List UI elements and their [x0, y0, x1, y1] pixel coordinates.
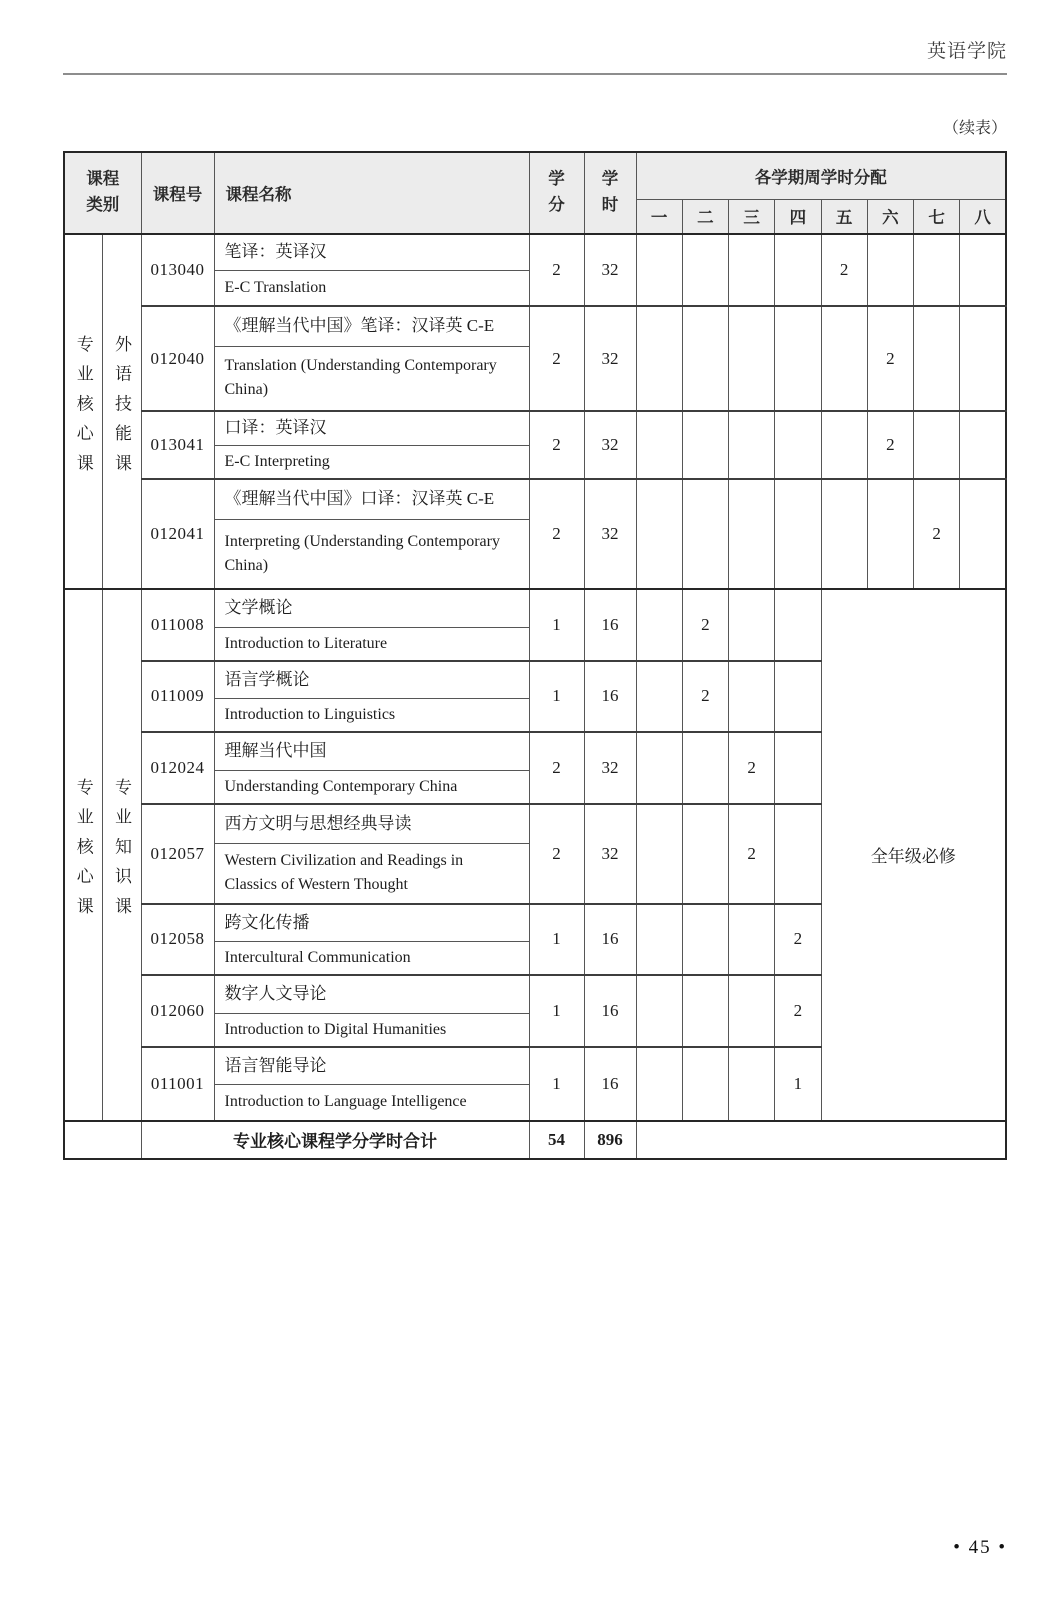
header-semester-2: 二: [682, 199, 728, 234]
header-course-category: 课程类别: [64, 152, 141, 234]
header-course-name: 课程名称: [214, 152, 529, 234]
table-row: [64, 479, 1006, 519]
course-no: 013041: [141, 411, 214, 479]
sem-cell-2: [682, 804, 728, 904]
header-semester-3: 三: [729, 199, 775, 234]
document-header-college: 英语学院: [926, 41, 1007, 62]
course-no: 012058: [141, 904, 214, 976]
course-hours: 16: [584, 975, 636, 1047]
sem-cell-1: [636, 732, 682, 804]
course-credits: 2: [529, 732, 584, 804]
sem-cell-1: [636, 804, 682, 904]
sem-cell-2: [682, 1047, 728, 1121]
header-rule: [63, 73, 1007, 75]
sem-cell-3: [729, 479, 775, 589]
course-no: 012040: [141, 306, 214, 411]
sem-cell-2: [682, 234, 728, 306]
course-name-zh: 西方文明与思想经典导读: [214, 804, 529, 844]
header-semester-1: 一: [636, 199, 682, 234]
category-sub-label: 外语技能课: [112, 334, 131, 484]
sem-cell-1: [636, 589, 682, 661]
sem-cell-8: [960, 306, 1006, 411]
total-credits: 54: [529, 1121, 584, 1159]
course-hours: 32: [584, 234, 636, 306]
course-name-en: Introduction to Literature: [214, 627, 529, 661]
header-semester-4: 四: [775, 199, 821, 234]
course-credits: 2: [529, 234, 584, 306]
header-hours: 学时: [584, 152, 636, 234]
sem-cell-4: [775, 479, 821, 589]
sem-cell-2: 2: [682, 661, 728, 733]
course-no: 013040: [141, 234, 214, 306]
table-row: [64, 411, 1006, 445]
course-hours: 32: [584, 411, 636, 479]
sem-cell-4: 2: [775, 975, 821, 1047]
sem-cell-1: [636, 411, 682, 479]
sem-cell-7: [914, 234, 960, 306]
sem-cell-8: [960, 479, 1006, 589]
sem-cell-5: [821, 479, 867, 589]
sem-cell-6: [867, 234, 913, 306]
table-row: [64, 306, 1006, 346]
sem-cell-4: [775, 732, 821, 804]
sem-cell-4: [775, 411, 821, 479]
course-no: 011008: [141, 589, 214, 661]
header-course-no: 课程号: [141, 152, 214, 234]
sem-cell-4: [775, 804, 821, 904]
sem-cell-4: 2: [775, 904, 821, 976]
course-name-en: Intercultural Communication: [214, 942, 529, 976]
sem-cell-1: [636, 306, 682, 411]
course-credits: 2: [529, 306, 584, 411]
sem-cell-1: [636, 975, 682, 1047]
sem-cell-7: 2: [914, 479, 960, 589]
course-no: 012024: [141, 732, 214, 804]
course-name-en: Introduction to Digital Humanities: [214, 1013, 529, 1047]
course-no: 012060: [141, 975, 214, 1047]
course-hours: 16: [584, 904, 636, 976]
sem-cell-3: [729, 234, 775, 306]
sem-cell-1: [636, 904, 682, 976]
curriculum-table: [63, 151, 1007, 1160]
course-name-zh: 《理解当代中国》口译：汉译英 C-E: [214, 479, 529, 519]
sem-cell-2: [682, 975, 728, 1047]
course-credits: 1: [529, 589, 584, 661]
sem-cell-6: 2: [867, 411, 913, 479]
sem-cell-4: [775, 234, 821, 306]
sem-cell-4: [775, 589, 821, 661]
sem-cell-2: 2: [682, 589, 728, 661]
course-credits: 1: [529, 1047, 584, 1121]
course-credits: 2: [529, 479, 584, 589]
category-sub-cell: [102, 234, 141, 589]
sem-cell-3: [729, 1047, 775, 1121]
course-hours: 32: [584, 732, 636, 804]
course-hours: 32: [584, 804, 636, 904]
category-sub-label: 专业知识课: [112, 777, 131, 927]
sem-cell-1: [636, 1047, 682, 1121]
sem-cell-3: [729, 975, 775, 1047]
sem-cell-3: 2: [729, 804, 775, 904]
sem-cell-3: [729, 306, 775, 411]
table-row: [64, 234, 1006, 270]
course-hours: 16: [584, 589, 636, 661]
sem-cell-3: [729, 661, 775, 733]
course-name-zh: 理解当代中国: [214, 732, 529, 770]
course-name-zh: 口译：英译汉: [214, 411, 529, 445]
page-content: [63, 0, 1007, 1160]
sem-cell-1: [636, 234, 682, 306]
table-row: [64, 589, 1006, 627]
course-name-zh: 文学概论: [214, 589, 529, 627]
course-name-zh: 《理解当代中国》笔译：汉译英 C-E: [214, 306, 529, 346]
sem-cell-1: [636, 661, 682, 733]
header-semester-7: 七: [914, 199, 960, 234]
course-no: 011009: [141, 661, 214, 733]
course-name-zh: 语言智能导论: [214, 1047, 529, 1085]
header-semester-8: 八: [960, 199, 1006, 234]
sem-cell-3: [729, 411, 775, 479]
total-row: [64, 1121, 1006, 1159]
course-name-zh: 笔译：英译汉: [214, 234, 529, 270]
total-semester-empty: [636, 1121, 1006, 1159]
all-grades-required-note: 全年级必修: [821, 589, 1006, 1121]
sem-cell-5: [821, 306, 867, 411]
course-no: 012041: [141, 479, 214, 589]
sem-cell-3: [729, 904, 775, 976]
category-main-label: 专业核心课: [73, 777, 93, 927]
sem-cell-6: 2: [867, 306, 913, 411]
continued-table-note: （续表）: [942, 120, 1007, 137]
course-name-en: Introduction to Linguistics: [214, 699, 529, 733]
sem-cell-7: [914, 411, 960, 479]
sem-cell-2: [682, 479, 728, 589]
sem-cell-2: [682, 732, 728, 804]
sem-cell-5: 2: [821, 234, 867, 306]
course-credits: 2: [529, 804, 584, 904]
header-credits: 学分: [529, 152, 584, 234]
sem-cell-2: [682, 904, 728, 976]
course-hours: 16: [584, 1047, 636, 1121]
sem-cell-8: [960, 234, 1006, 306]
sem-cell-4: [775, 306, 821, 411]
sem-cell-2: [682, 306, 728, 411]
course-credits: 1: [529, 904, 584, 976]
course-name-zh: 语言学概论: [214, 661, 529, 699]
course-name-en: Translation (Understanding Contemporary China): [214, 346, 529, 411]
sem-cell-4: 1: [775, 1047, 821, 1121]
sem-cell-1: [636, 479, 682, 589]
page-number: • 45 •: [953, 1537, 1007, 1558]
sem-cell-6: [867, 479, 913, 589]
category-sub-cell: [102, 589, 141, 1121]
course-credits: 1: [529, 661, 584, 733]
course-no: 012057: [141, 804, 214, 904]
sem-cell-3: 2: [729, 732, 775, 804]
course-name-zh: 跨文化传播: [214, 904, 529, 942]
course-hours: 32: [584, 306, 636, 411]
course-hours: 32: [584, 479, 636, 589]
sem-cell-8: [960, 411, 1006, 479]
category-main-cell: [64, 234, 102, 589]
course-name-en: Interpreting (Understanding Contemporary China): [214, 519, 529, 589]
total-hours: 896: [584, 1121, 636, 1159]
total-empty-cell: [64, 1121, 141, 1159]
sem-cell-3: [729, 589, 775, 661]
course-hours: 16: [584, 661, 636, 733]
course-name-en: Western Civilization and Readings in Classics of Western Thought: [214, 844, 529, 904]
course-name-en: Understanding Contemporary China: [214, 770, 529, 804]
course-name-en: E-C Interpreting: [214, 445, 529, 479]
sem-cell-2: [682, 411, 728, 479]
header-semester-6: 六: [867, 199, 913, 234]
course-name-zh: 数字人文导论: [214, 975, 529, 1013]
course-name-en: E-C Translation: [214, 270, 529, 306]
header-semester-group: 各学期周学时分配: [636, 152, 1006, 199]
total-label: 专业核心课程学分学时合计: [141, 1121, 529, 1159]
course-credits: 1: [529, 975, 584, 1047]
category-main-label: 专业核心课: [73, 334, 93, 484]
sem-cell-4: [775, 661, 821, 733]
course-name-en: Introduction to Language Intelligence: [214, 1085, 529, 1121]
sem-cell-5: [821, 411, 867, 479]
category-main-cell: [64, 589, 102, 1121]
header-semester-5: 五: [821, 199, 867, 234]
sem-cell-7: [914, 306, 960, 411]
course-credits: 2: [529, 411, 584, 479]
course-no: 011001: [141, 1047, 214, 1121]
